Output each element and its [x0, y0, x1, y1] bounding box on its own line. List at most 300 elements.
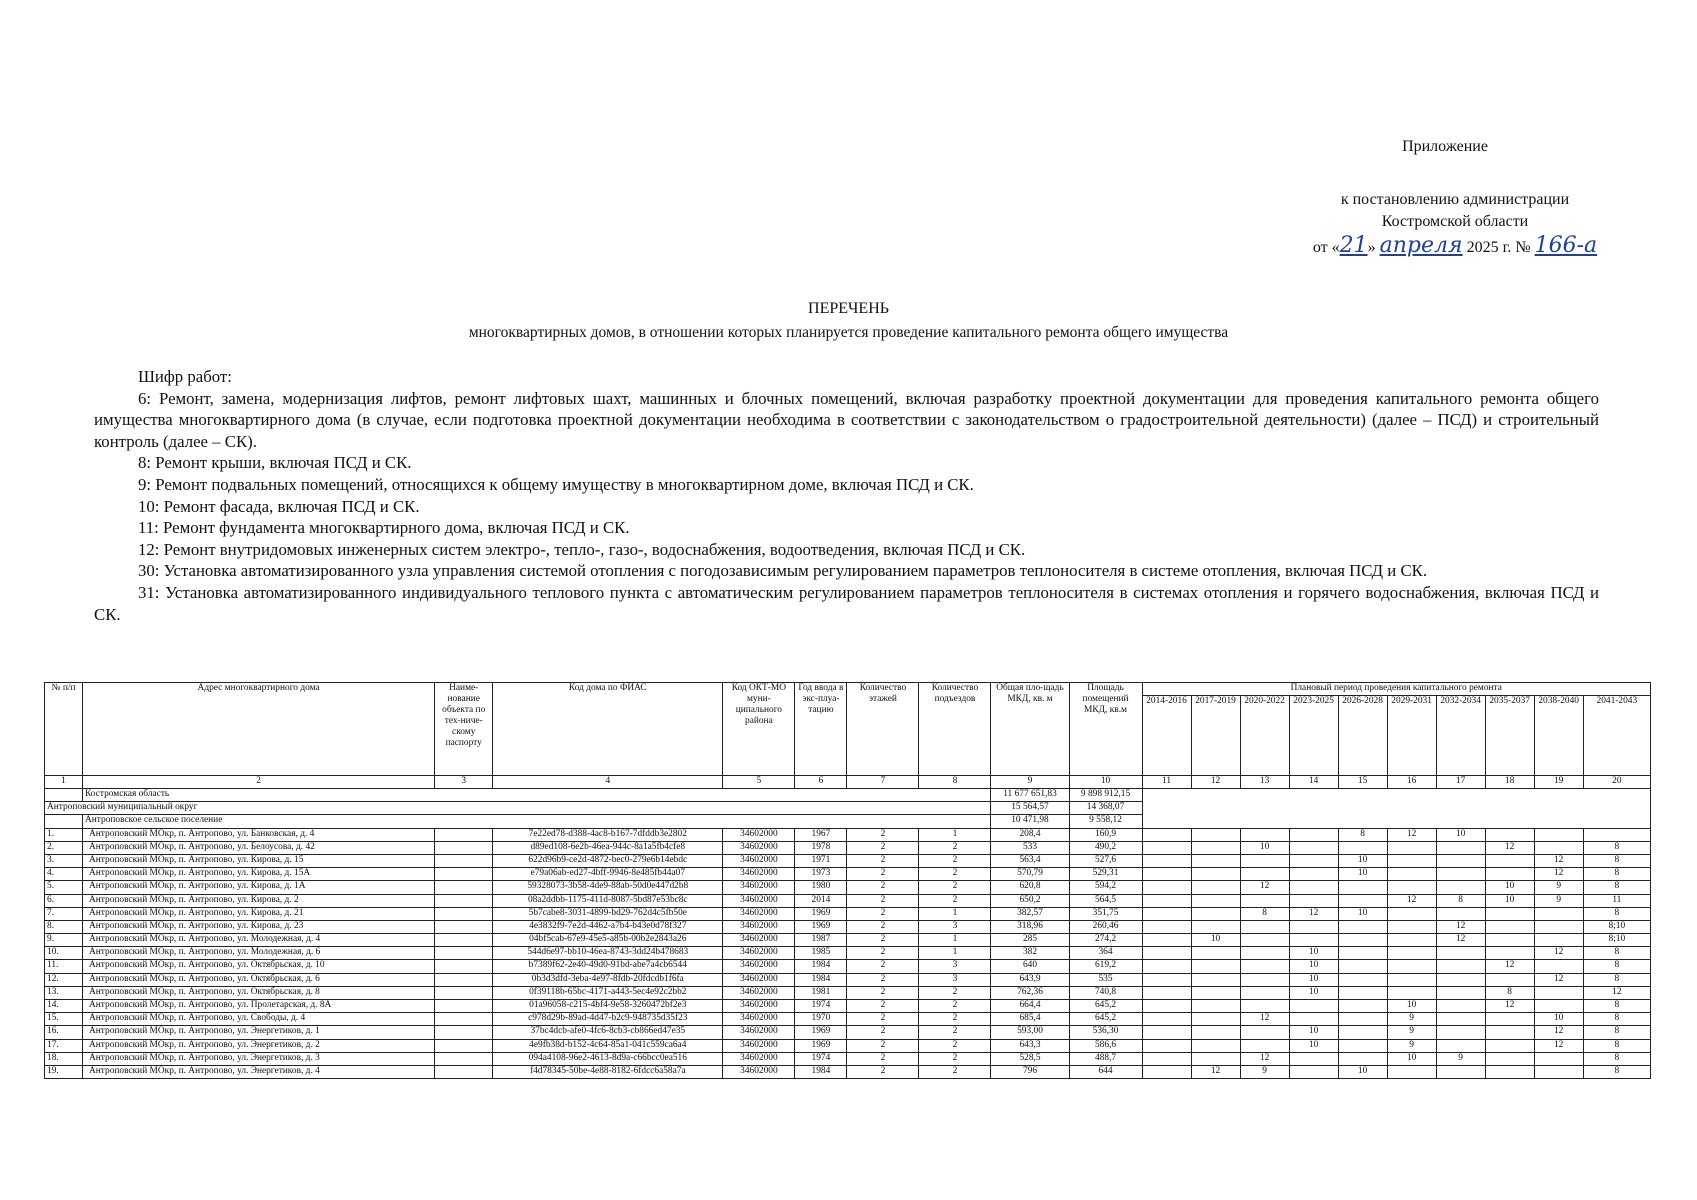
- row-period-code: 12: [1583, 986, 1650, 999]
- table-row: [45, 907, 1651, 920]
- row-period-code: [1534, 828, 1583, 841]
- column-number: 20: [1583, 776, 1650, 789]
- row-oktmo: 34602000: [723, 960, 795, 973]
- table-row: [45, 973, 1651, 986]
- summary-row: [45, 789, 1651, 802]
- row-period-code: [1191, 960, 1240, 973]
- row-period-code: 12: [1534, 973, 1583, 986]
- row-total-area: 285: [991, 934, 1069, 947]
- row-oktmo: 34602000: [723, 1039, 795, 1052]
- row-premises-area: 351,75: [1069, 907, 1142, 920]
- row-period-code: [1240, 1039, 1289, 1052]
- row-floors: 2: [847, 881, 919, 894]
- summary-premises: 9 898 912,15: [1069, 789, 1142, 802]
- row-period-code: [1485, 1039, 1534, 1052]
- row-fias: e79a06ab-ed27-4bff-9946-8e485fb44a07: [493, 868, 723, 881]
- row-period-code: [1191, 1000, 1240, 1013]
- row-premises-area: 364: [1069, 947, 1142, 960]
- col-fias-header: Код дома по ФИАС: [493, 683, 723, 776]
- row-oktmo: 34602000: [723, 920, 795, 933]
- row-period-code: [1289, 894, 1338, 907]
- row-period-code: [1338, 1013, 1387, 1026]
- row-name: [435, 973, 493, 986]
- row-period-code: [1534, 986, 1583, 999]
- row-year: 1967: [795, 828, 847, 841]
- row-period-code: [1289, 828, 1338, 841]
- row-period-code: [1142, 841, 1191, 854]
- code-item: 10: Ремонт фасада, включая ПСД и СК.: [138, 496, 420, 516]
- row-floors: 2: [847, 920, 919, 933]
- row-oktmo: 34602000: [723, 854, 795, 867]
- row-total-area: 664,4: [991, 1000, 1069, 1013]
- row-number: 6.: [45, 894, 83, 907]
- row-period-code: [1338, 1052, 1387, 1065]
- row-period-code: [1289, 868, 1338, 881]
- row-period-code: 8: [1583, 881, 1650, 894]
- row-period-code: [1436, 947, 1485, 960]
- date-year: 2025 г. №: [1462, 239, 1535, 256]
- summary-total: 11 677 651,83: [991, 789, 1069, 802]
- row-period-code: 10: [1289, 960, 1338, 973]
- row-period-code: [1142, 986, 1191, 999]
- row-period-code: [1191, 828, 1240, 841]
- col-oktmo-header: Код ОКТ-МО муни-ципального района: [723, 683, 795, 776]
- row-period-code: [1387, 868, 1436, 881]
- row-period-code: 9: [1436, 1052, 1485, 1065]
- row-period-code: [1436, 1065, 1485, 1078]
- row-period-code: 8: [1338, 828, 1387, 841]
- row-period-code: [1485, 973, 1534, 986]
- row-number: 13.: [45, 986, 83, 999]
- row-name: [435, 1000, 493, 1013]
- row-premises-area: 536,30: [1069, 1026, 1142, 1039]
- row-period-code: 8: [1583, 973, 1650, 986]
- row-period-code: 10: [1289, 1039, 1338, 1052]
- row-period-code: [1485, 1052, 1534, 1065]
- row-fias: c978d29b-89ad-4d47-b2c9-948735d35f23: [493, 1013, 723, 1026]
- row-period-code: [1436, 1039, 1485, 1052]
- document-subtitle: многоквартирных домов, в отношении которых планируется проведение капитального ремонта общего имущества: [468, 324, 1229, 341]
- row-period-code: [1191, 868, 1240, 881]
- row-name: [435, 986, 493, 999]
- row-period-code: [1534, 841, 1583, 854]
- row-period-code: [1338, 973, 1387, 986]
- codes-heading: Шифр работ:: [138, 367, 232, 386]
- row-period-code: 10: [1289, 986, 1338, 999]
- row-period-code: [1436, 986, 1485, 999]
- decree-number-handwritten: 166-а: [1534, 233, 1598, 258]
- row-total-area: 593,00: [991, 1026, 1069, 1039]
- row-total-area: 563,4: [991, 854, 1069, 867]
- row-period-code: [1534, 1052, 1583, 1065]
- row-entrances: 2: [919, 1039, 991, 1052]
- code-item: 8: Ремонт крыши, включая ПСД и СК.: [138, 453, 412, 473]
- row-number: 8.: [45, 920, 83, 933]
- row-total-area: 796: [991, 1065, 1069, 1078]
- row-address: Антроповский МОкр, п. Антропово, ул. Октябрьская, д. 10: [83, 960, 435, 973]
- row-period-code: [1191, 920, 1240, 933]
- row-total-area: 208,4: [991, 828, 1069, 841]
- row-entrances: 2: [919, 881, 991, 894]
- row-entrances: 2: [919, 1052, 991, 1065]
- row-period-code: 8: [1583, 1052, 1650, 1065]
- row-address: Антроповский МОкр, п. Антропово, ул. Энергетиков, д. 3: [83, 1052, 435, 1065]
- column-number: 4: [493, 776, 723, 789]
- code-item: 30: Установка автоматизированного узла управления системой отопления с погодозависимым регулированием параметров теплоносителя в системе отопления, включая ПСД и СК.: [138, 561, 1428, 581]
- row-period-code: 12: [1534, 947, 1583, 960]
- row-fias: 5b7cabe8-3031-4899-bd29-762d4c5fb50e: [493, 907, 723, 920]
- row-year: 1985: [795, 947, 847, 960]
- table-row: [45, 1000, 1651, 1013]
- row-entrances: 1: [919, 907, 991, 920]
- row-fias: 37bc4dcb-afe0-4fc6-8cb3-cb866ed47e35: [493, 1026, 723, 1039]
- column-number: 2: [83, 776, 435, 789]
- col-total-area-header: Общая пло-щадь МКД, кв. м: [991, 683, 1069, 776]
- row-total-area: 643,9: [991, 973, 1069, 986]
- row-period-code: [1338, 1039, 1387, 1052]
- row-period-code: [1436, 973, 1485, 986]
- row-year: 1969: [795, 920, 847, 933]
- period-header: 2041-2043: [1583, 696, 1650, 776]
- row-fias: 7e22ed78-d388-4ac8-b167-7dfddb3e2802: [493, 828, 723, 841]
- row-year: 1981: [795, 986, 847, 999]
- table-row: [45, 854, 1651, 867]
- row-period-code: [1289, 1000, 1338, 1013]
- column-number: 12: [1191, 776, 1240, 789]
- row-premises-area: 490,2: [1069, 841, 1142, 854]
- row-period-code: [1436, 960, 1485, 973]
- row-period-code: [1142, 828, 1191, 841]
- table-row: [45, 894, 1651, 907]
- row-address: Антроповский МОкр, п. Антропово, ул. Кирова, д. 15А: [83, 868, 435, 881]
- row-period-code: [1436, 1026, 1485, 1039]
- row-period-code: 12: [1485, 841, 1534, 854]
- row-entrances: 2: [919, 854, 991, 867]
- row-premises-area: 564,5: [1069, 894, 1142, 907]
- row-period-code: 10: [1240, 841, 1289, 854]
- row-oktmo: 34602000: [723, 973, 795, 986]
- col-entrances-header: Количество подъездов: [919, 683, 991, 776]
- summary-label: Костромская область: [83, 789, 991, 802]
- period-header: 2032-2034: [1436, 696, 1485, 776]
- row-period-code: [1534, 960, 1583, 973]
- row-period-code: 10: [1436, 828, 1485, 841]
- row-period-code: 12: [1534, 854, 1583, 867]
- row-period-code: [1191, 854, 1240, 867]
- column-number: 13: [1240, 776, 1289, 789]
- row-premises-area: 594,2: [1069, 881, 1142, 894]
- row-number: 16.: [45, 1026, 83, 1039]
- row-total-area: 382: [991, 947, 1069, 960]
- row-period-code: 9: [1240, 1065, 1289, 1078]
- row-floors: 2: [847, 947, 919, 960]
- row-period-code: 10: [1338, 854, 1387, 867]
- row-period-code: [1387, 973, 1436, 986]
- row-period-code: [1436, 841, 1485, 854]
- row-year: 1984: [795, 1065, 847, 1078]
- code-item: 9: Ремонт подвальных помещений, относящихся к общему имуществу в многоквартирном доме, включая ПСД и СК.: [138, 474, 974, 494]
- row-number: 4.: [45, 868, 83, 881]
- row-number: 5.: [45, 881, 83, 894]
- row-premises-area: 645,2: [1069, 1000, 1142, 1013]
- row-period-code: 8: [1583, 960, 1650, 973]
- row-period-code: 8: [1583, 947, 1650, 960]
- row-period-code: 12: [1289, 907, 1338, 920]
- row-premises-area: 535: [1069, 973, 1142, 986]
- row-fias: 59328073-3b58-4de9-88ab-50d0e447d2b8: [493, 881, 723, 894]
- row-period-code: [1485, 934, 1534, 947]
- column-number: 17: [1436, 776, 1485, 789]
- row-oktmo: 34602000: [723, 907, 795, 920]
- row-name: [435, 947, 493, 960]
- row-fias: 622d96b9-ce2d-4872-bec0-279e6b14ebdc: [493, 854, 723, 867]
- row-oktmo: 34602000: [723, 881, 795, 894]
- row-period-code: 8: [1583, 1000, 1650, 1013]
- houses-table: [44, 682, 1651, 1079]
- appendix-title: Приложение: [1402, 138, 1488, 155]
- row-period-code: [1485, 1026, 1534, 1039]
- summary-label: Антроповское сельское поселение: [83, 815, 991, 828]
- row-period-code: 8: [1583, 1039, 1650, 1052]
- row-period-code: 9: [1534, 894, 1583, 907]
- date-mid: »: [1367, 239, 1380, 256]
- work-codes: [94, 366, 1599, 625]
- table-row: [45, 1013, 1651, 1026]
- row-period-code: [1191, 907, 1240, 920]
- row-floors: 2: [847, 1065, 919, 1078]
- row-entrances: 2: [919, 894, 991, 907]
- row-premises-area: 740,8: [1069, 986, 1142, 999]
- row-year: 1984: [795, 973, 847, 986]
- summary-premises: 14 368,07: [1069, 802, 1142, 815]
- row-period-code: [1240, 947, 1289, 960]
- period-header: 2020-2022: [1240, 696, 1289, 776]
- row-oktmo: 34602000: [723, 1065, 795, 1078]
- row-period-code: [1191, 947, 1240, 960]
- row-period-code: [1338, 920, 1387, 933]
- row-oktmo: 34602000: [723, 1000, 795, 1013]
- column-number: 3: [435, 776, 493, 789]
- row-period-code: [1436, 1000, 1485, 1013]
- row-period-code: [1142, 1000, 1191, 1013]
- row-number: 10.: [45, 947, 83, 960]
- period-header: 2035-2037: [1485, 696, 1534, 776]
- row-period-code: 10: [1289, 973, 1338, 986]
- row-fias: 01a96058-c215-4bf4-9e58-3260472bf2e3: [493, 1000, 723, 1013]
- column-number: 7: [847, 776, 919, 789]
- row-address: Антроповский МОкр, п. Антропово, ул. Кирова, д. 23: [83, 920, 435, 933]
- row-period-code: 12: [1485, 1000, 1534, 1013]
- row-period-code: 8: [1583, 841, 1650, 854]
- summary-row: [45, 802, 1651, 815]
- row-period-code: 8: [1583, 854, 1650, 867]
- row-entrances: 1: [919, 828, 991, 841]
- row-period-code: [1142, 973, 1191, 986]
- row-year: 1969: [795, 1039, 847, 1052]
- row-entrances: 2: [919, 1026, 991, 1039]
- row-name: [435, 907, 493, 920]
- row-floors: 2: [847, 868, 919, 881]
- table-row: [45, 881, 1651, 894]
- row-floors: 2: [847, 1026, 919, 1039]
- row-address: Антроповский МОкр, п. Антропово, ул. Пролетарская, д. 8А: [83, 1000, 435, 1013]
- row-period-code: [1142, 881, 1191, 894]
- row-address: Антроповский МОкр, п. Антропово, ул. Кирова, д. 15: [83, 854, 435, 867]
- appendix-region: Костромской области: [1381, 213, 1529, 230]
- row-premises-area: 619,2: [1069, 960, 1142, 973]
- row-period-code: [1534, 1000, 1583, 1013]
- row-period-code: [1142, 1052, 1191, 1065]
- row-address: Антроповский МОкр, п. Антропово, ул. Кирова, д. 1А: [83, 881, 435, 894]
- row-period-code: 12: [1191, 1065, 1240, 1078]
- code-item: 6: Ремонт, замена, модернизация лифтов, ремонт лифтовых шахт, машинных и блочных помещений, включая разработку проектной документации для проведения капитального ремонта общего имущества многоквартирного дома (в случае, если подготовка проектной документации необходима в соответствии с законодательством о градостроительной деятельности) (далее – ПСД) и строительный контроль (далее – СК).: [94, 388, 1599, 451]
- row-period-code: [1289, 1052, 1338, 1065]
- row-period-code: [1338, 986, 1387, 999]
- row-oktmo: 34602000: [723, 1013, 795, 1026]
- row-total-area: 762,36: [991, 986, 1069, 999]
- row-period-code: 10: [1485, 881, 1534, 894]
- row-number: 9.: [45, 934, 83, 947]
- column-number: 6: [795, 776, 847, 789]
- row-period-code: [1289, 934, 1338, 947]
- row-period-code: [1142, 868, 1191, 881]
- row-total-area: 685,4: [991, 1013, 1069, 1026]
- row-period-code: [1142, 960, 1191, 973]
- row-period-code: 12: [1436, 920, 1485, 933]
- appendix-to: к постановлению администрации: [1340, 191, 1570, 208]
- column-number: 11: [1142, 776, 1191, 789]
- row-period-code: [1289, 1013, 1338, 1026]
- row-number: 3.: [45, 854, 83, 867]
- row-period-code: 12: [1240, 881, 1289, 894]
- row-period-code: 8: [1583, 1026, 1650, 1039]
- row-address: Антроповский МОкр, п. Антропово, ул. Белоусова, д. 42: [83, 841, 435, 854]
- col-name-header: Наиме-нование объекта по тех-ниче-скому паспорту: [435, 683, 493, 776]
- row-fias: b7389f62-2e40-49d0-91bd-abe7a4cb6544: [493, 960, 723, 973]
- row-period-code: [1338, 841, 1387, 854]
- row-period-code: 8: [1583, 1013, 1650, 1026]
- row-name: [435, 1026, 493, 1039]
- row-entrances: 2: [919, 1065, 991, 1078]
- row-entrances: 1: [919, 934, 991, 947]
- row-period-code: 8: [1436, 894, 1485, 907]
- date-month-handwritten: апреля: [1379, 233, 1463, 258]
- summary-total: 10 471,98: [991, 815, 1069, 828]
- col-num-header: № п/п: [45, 683, 83, 776]
- row-period-code: 10: [1534, 1013, 1583, 1026]
- column-number: 8: [919, 776, 991, 789]
- code-item: 31: Установка автоматизированного индивидуального теплового пункта с автоматическим регулированием параметров теплоносителя в системах отопления и горячего водоснабжения, включая ПСД и СК.: [94, 582, 1599, 624]
- row-oktmo: 34602000: [723, 1052, 795, 1065]
- row-period-code: [1289, 1065, 1338, 1078]
- row-period-code: [1289, 854, 1338, 867]
- row-period-code: [1534, 907, 1583, 920]
- row-premises-area: 488,7: [1069, 1052, 1142, 1065]
- row-name: [435, 1065, 493, 1078]
- row-period-code: [1191, 986, 1240, 999]
- row-floors: 2: [847, 986, 919, 999]
- period-header: 2026-2028: [1338, 696, 1387, 776]
- row-oktmo: 34602000: [723, 894, 795, 907]
- row-entrances: 3: [919, 973, 991, 986]
- row-period-code: [1338, 894, 1387, 907]
- row-period-code: 10: [1338, 907, 1387, 920]
- row-entrances: 2: [919, 1013, 991, 1026]
- row-floors: 2: [847, 1052, 919, 1065]
- row-period-code: 8: [1240, 907, 1289, 920]
- row-name: [435, 894, 493, 907]
- row-name: [435, 868, 493, 881]
- row-premises-area: 644: [1069, 1065, 1142, 1078]
- row-period-code: 8: [1583, 907, 1650, 920]
- row-total-area: 650,2: [991, 894, 1069, 907]
- row-period-code: 12: [1240, 1052, 1289, 1065]
- row-floors: 2: [847, 841, 919, 854]
- row-period-code: 8: [1583, 868, 1650, 881]
- table-row: [45, 934, 1651, 947]
- row-premises-area: 529,31: [1069, 868, 1142, 881]
- table-row: [45, 986, 1651, 999]
- row-total-area: 620,8: [991, 881, 1069, 894]
- row-period-code: [1485, 920, 1534, 933]
- row-period-code: 10: [1289, 947, 1338, 960]
- row-year: 1978: [795, 841, 847, 854]
- column-number: 19: [1534, 776, 1583, 789]
- row-number: 7.: [45, 907, 83, 920]
- row-premises-area: 527,6: [1069, 854, 1142, 867]
- row-period-code: 10: [1387, 1000, 1436, 1013]
- summary-label: Антроповский муниципальный округ: [45, 802, 991, 815]
- row-number: 1.: [45, 828, 83, 841]
- row-period-code: 8;10: [1583, 920, 1650, 933]
- row-period-code: [1240, 868, 1289, 881]
- row-name: [435, 1039, 493, 1052]
- row-period-code: [1485, 828, 1534, 841]
- row-floors: 2: [847, 907, 919, 920]
- date-prefix: от «: [1312, 239, 1340, 256]
- table-row: [45, 868, 1651, 881]
- column-number: 5: [723, 776, 795, 789]
- summary-premises: 9 558,12: [1069, 815, 1142, 828]
- row-number: 11.: [45, 960, 83, 973]
- row-period-code: [1534, 934, 1583, 947]
- row-total-area: 533: [991, 841, 1069, 854]
- row-oktmo: 34602000: [723, 947, 795, 960]
- table-row: [45, 841, 1651, 854]
- row-total-area: 318,96: [991, 920, 1069, 933]
- row-period-code: 10: [1485, 894, 1534, 907]
- row-fias: 544d6e97-bb10-46ea-8743-3dd24b478683: [493, 947, 723, 960]
- row-premises-area: 274,2: [1069, 934, 1142, 947]
- row-name: [435, 1052, 493, 1065]
- row-period-code: [1387, 920, 1436, 933]
- row-oktmo: 34602000: [723, 841, 795, 854]
- row-entrances: 2: [919, 1000, 991, 1013]
- table-row: [45, 1026, 1651, 1039]
- row-name: [435, 841, 493, 854]
- period-header: 2023-2025: [1289, 696, 1338, 776]
- row-address: Антроповский МОкр, п. Антропово, ул. Энергетиков, д. 1: [83, 1026, 435, 1039]
- row-oktmo: 34602000: [723, 1026, 795, 1039]
- row-period-code: 12: [1387, 828, 1436, 841]
- row-name: [435, 960, 493, 973]
- row-period-code: [1240, 934, 1289, 947]
- row-period-code: 9: [1534, 881, 1583, 894]
- row-period-code: [1191, 1026, 1240, 1039]
- row-premises-area: 586,6: [1069, 1039, 1142, 1052]
- row-address: Антроповский МОкр, п. Антропово, ул. Молодежная, д. 4: [83, 934, 435, 947]
- row-entrances: 2: [919, 841, 991, 854]
